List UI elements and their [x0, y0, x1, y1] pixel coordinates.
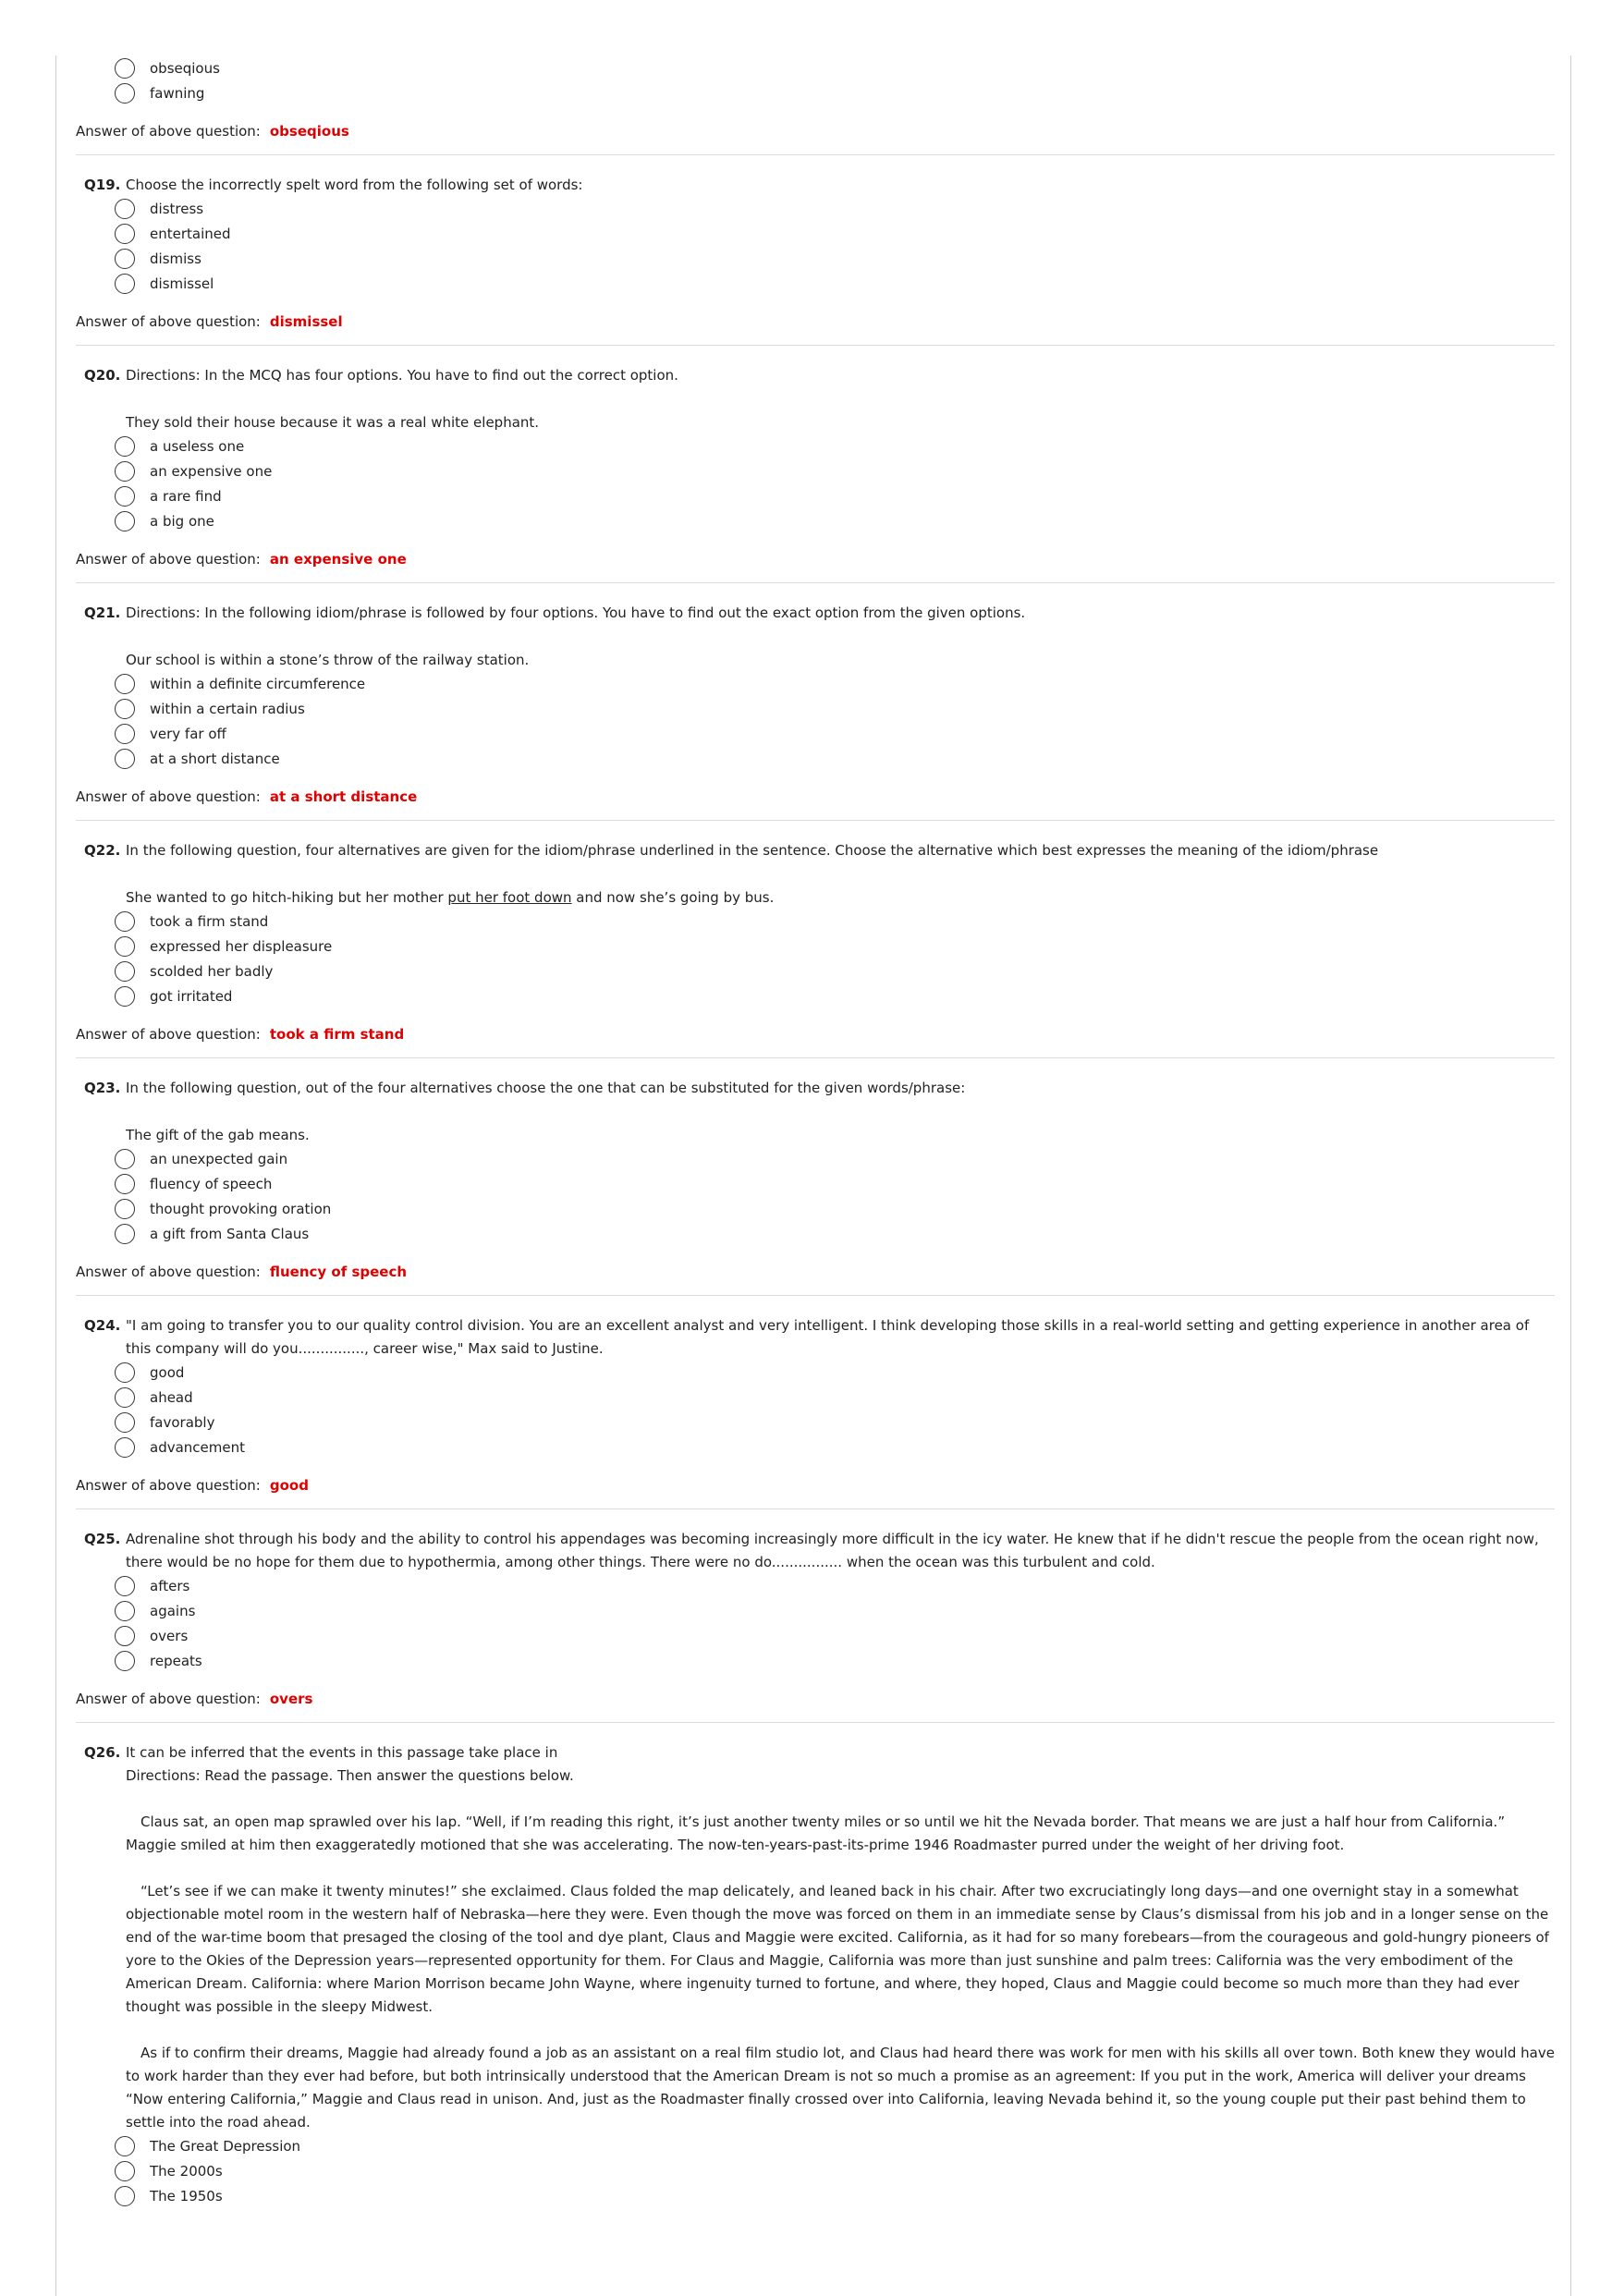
question-stem: She wanted to go hitch-hiking but her mother put her foot down and now she’s going by bus.	[126, 889, 775, 906]
question-text: It can be inferred that the events in this passage take place in	[126, 1744, 558, 1761]
passage-directions: Directions: Read the passage. Then answer the questions below.	[126, 1767, 574, 1784]
radio-button[interactable]	[115, 274, 135, 294]
radio-button[interactable]	[115, 2161, 135, 2181]
question-stem: The gift of the gab means.	[126, 1127, 310, 1143]
option[interactable]: at a short distance	[115, 747, 1555, 772]
question-20	[76, 364, 1555, 583]
radio-button[interactable]	[115, 674, 135, 694]
option[interactable]: favorably	[115, 1411, 1555, 1435]
question-number: Q25.	[84, 1531, 121, 1547]
option[interactable]: within a certain radius	[115, 697, 1555, 722]
radio-button[interactable]	[115, 2136, 135, 2156]
divider	[76, 1722, 1555, 1723]
option[interactable]: an expensive one	[115, 459, 1555, 484]
question-26	[76, 1741, 1555, 2209]
answer-value: dismissel	[269, 313, 343, 330]
radio-button[interactable]	[115, 1199, 135, 1219]
divider	[76, 820, 1555, 821]
question-number: Q21.	[84, 605, 121, 621]
question-stem: They sold their house because it was a real white elephant.	[126, 414, 540, 431]
answer-line: Answer of above question: dismissel	[76, 313, 343, 330]
radio-button[interactable]	[115, 936, 135, 957]
radio-button[interactable]	[115, 224, 135, 244]
option[interactable]: got irritated	[115, 984, 1555, 1009]
radio-button[interactable]	[115, 1149, 135, 1169]
radio-button[interactable]	[115, 199, 135, 219]
answer-line: Answer of above question: at a short distance	[76, 788, 418, 805]
option[interactable]: scolded her badly	[115, 959, 1555, 984]
question-text: In the following question, out of the four alternatives choose the one that can be substituted for the given words/phrase:	[126, 1080, 966, 1096]
answer-value: an expensive one	[269, 551, 407, 568]
answer-value: fluency of speech	[269, 1264, 408, 1280]
option[interactable]: expressed her displeasure	[115, 934, 1555, 959]
question-25	[76, 1528, 1555, 1723]
divider	[76, 345, 1555, 346]
divider	[76, 1057, 1555, 1058]
option[interactable]: ahead	[115, 1386, 1555, 1411]
option[interactable]: repeats	[115, 1649, 1555, 1674]
radio-button[interactable]	[115, 461, 135, 482]
question-19	[76, 174, 1555, 346]
passage-paragraph: “Let’s see if we can make it twenty minutes!” she exclaimed. Claus folded the map delicately, and leaned back in his chair. After two excruciatingly long days—and one overnight stay in a somewhat objectionable motel room in the western half of Nebraska—here they were. Even though the move was forced on them in an immediate sense by Claus’s dismissal from his job and in a longer sense on the end of the war-time boom that presaged the closing of the tool and dye plant, Claus and Maggie were excited. California, as it had for so many forebears—from the courageous and gold-hungry pioneers of yore to the Okies of the Depression years—represented opportunity for them. For Claus and Maggie, California was more than just sunshine and palm trees: California was the very embodiment of the American Dream. California: where Marion Morrison became John Wayne, where ingenuity turned to fortune, and where, they hoped, Claus and Maggie could become so much more than they had ever thought was possible in the sleepy Midwest.	[126, 1883, 1549, 2015]
question-23	[76, 1077, 1555, 1296]
option[interactable]: took a firm stand	[115, 910, 1555, 934]
divider	[76, 1508, 1555, 1509]
question-text: Choose the incorrectly spelt word from the following set of words:	[126, 177, 583, 193]
option[interactable]: very far off	[115, 722, 1555, 747]
option[interactable]: thought provoking oration	[115, 1197, 1555, 1222]
answer-line: Answer of above question: obseqious	[76, 123, 349, 140]
question-text: Adrenaline shot through his body and the ability to control his appendages was becoming increasingly more difficult in the icy water. He knew that if he didn't rescue the people from the ocean right now, there would be no hope for them due to hypothermia, among other things. There were no do................ when the ocean was this turbulent and cold.	[126, 1531, 1539, 1570]
option[interactable]: fluency of speech	[115, 1172, 1555, 1197]
radio-button[interactable]	[115, 2186, 135, 2206]
radio-button[interactable]	[115, 1576, 135, 1596]
radio-button[interactable]	[115, 724, 135, 744]
option[interactable]: a rare find	[115, 484, 1555, 509]
answer-value: obseqious	[269, 123, 349, 140]
question-text: Directions: In the MCQ has four options. You have to find out the correct option.	[126, 367, 678, 384]
answer-line: Answer of above question: an expensive one	[76, 551, 407, 568]
answer-line: Answer of above question: overs	[76, 1691, 313, 1707]
radio-button[interactable]	[115, 1224, 135, 1244]
radio-button[interactable]	[115, 1651, 135, 1671]
radio-button[interactable]	[115, 58, 135, 79]
question-22	[76, 839, 1555, 1058]
option[interactable]: a useless one	[115, 434, 1555, 459]
quiz-content	[76, 56, 1555, 2209]
question-number: Q24.	[84, 1317, 121, 1334]
radio-button[interactable]	[115, 961, 135, 982]
question-number: Q20.	[84, 367, 121, 384]
question-number: Q26.	[84, 1744, 121, 1761]
answer-value: took a firm stand	[269, 1026, 405, 1043]
question-24	[76, 1314, 1555, 1509]
option[interactable]: distress	[115, 197, 1555, 222]
question-number: Q19.	[84, 177, 121, 193]
option[interactable]: obseqious	[115, 56, 1555, 81]
radio-button[interactable]	[115, 1362, 135, 1383]
radio-button[interactable]	[115, 436, 135, 457]
radio-button[interactable]	[115, 911, 135, 932]
question-text: "I am going to transfer you to our quality control division. You are an excellent analyst and very intelligent. I think developing those skills in a real-world setting and getting experience in another area of this company will do you..............., career wise," Max said to Justine.	[126, 1317, 1530, 1357]
option[interactable]: advancement	[115, 1435, 1555, 1460]
radio-button[interactable]	[115, 1437, 135, 1458]
question-text: In the following question, four alternatives are given for the idiom/phrase underlined in the sentence. Choose the alternative which best expresses the meaning of the idiom/phrase	[126, 842, 1379, 859]
option[interactable]: within a definite circumference	[115, 672, 1555, 697]
option[interactable]: an unexpected gain	[115, 1147, 1555, 1172]
question-number: Q23.	[84, 1080, 121, 1096]
option[interactable]: entertained	[115, 222, 1555, 247]
reading-passage	[126, 1765, 1555, 2134]
radio-button[interactable]	[115, 699, 135, 719]
option[interactable]: fawning	[115, 81, 1555, 106]
option[interactable]: agains	[115, 1599, 1555, 1624]
option[interactable]: dismissel	[115, 272, 1555, 297]
radio-button[interactable]	[115, 1174, 135, 1194]
option[interactable]: afters	[115, 1574, 1555, 1599]
question-21	[76, 602, 1555, 821]
answer-line: Answer of above question: fluency of speech	[76, 1264, 408, 1280]
q18-options	[115, 56, 1555, 106]
passage-paragraph: As if to confirm their dreams, Maggie had already found a job as an assistant on a real film studio lot, and Claus had heard there was work for men with his skills all over town. Both knew they would have to work harder than they ever had before, but both intrinsically understood that the American Dream is not so much a promise as an agreement: If you put in the work, America will deliver your dreams “Now entering California,” Maggie and Claus read in unison. And, just as the Roadmaster finally crossed over into California, leaving Nevada behind it, so the young couple put their past behind them to settle into the road ahead.	[126, 2045, 1555, 2131]
radio-button[interactable]	[115, 83, 135, 104]
option[interactable]: dismiss	[115, 247, 1555, 272]
option[interactable]: a gift from Santa Claus	[115, 1222, 1555, 1247]
radio-button[interactable]	[115, 1601, 135, 1621]
divider	[76, 154, 1555, 155]
option[interactable]: overs	[115, 1624, 1555, 1649]
option[interactable]: The Great Depression	[115, 2134, 1555, 2159]
option[interactable]: good	[115, 1361, 1555, 1386]
question-stem: Our school is within a stone’s throw of the railway station.	[126, 652, 530, 668]
radio-button[interactable]	[115, 986, 135, 1007]
answer-value: overs	[269, 1691, 313, 1707]
radio-button[interactable]	[115, 1387, 135, 1408]
question-number: Q22.	[84, 842, 121, 859]
answer-line: Answer of above question: good	[76, 1477, 309, 1494]
radio-button[interactable]	[115, 749, 135, 769]
answer-value: good	[269, 1477, 309, 1494]
divider	[76, 582, 1555, 583]
radio-button[interactable]	[115, 1412, 135, 1433]
question-text: Directions: In the following idiom/phrase is followed by four options. You have to find out the exact option from the given options.	[126, 605, 1026, 621]
option[interactable]: The 2000s	[115, 2159, 1555, 2184]
underlined-phrase: put her foot down	[447, 889, 572, 906]
radio-button[interactable]	[115, 511, 135, 531]
radio-button[interactable]	[115, 249, 135, 269]
answer-line: Answer of above question: took a firm stand	[76, 1026, 405, 1043]
passage-paragraph: Claus sat, an open map sprawled over his lap. “Well, if I’m reading this right, it’s just another twenty miles or so until we hit the Nevada border. That means we are just a half hour from California.” Maggie smiled at him then exaggeratedly motioned that she was accelerating. The now-ten-years-past-its-prime 1946 Roadmaster purred under the weight of her driving foot.	[126, 1814, 1506, 1853]
radio-button[interactable]	[115, 486, 135, 507]
divider	[76, 1295, 1555, 1296]
option[interactable]: a big one	[115, 509, 1555, 534]
answer-value: at a short distance	[269, 788, 418, 805]
option[interactable]: The 1950s	[115, 2184, 1555, 2209]
radio-button[interactable]	[115, 1626, 135, 1646]
